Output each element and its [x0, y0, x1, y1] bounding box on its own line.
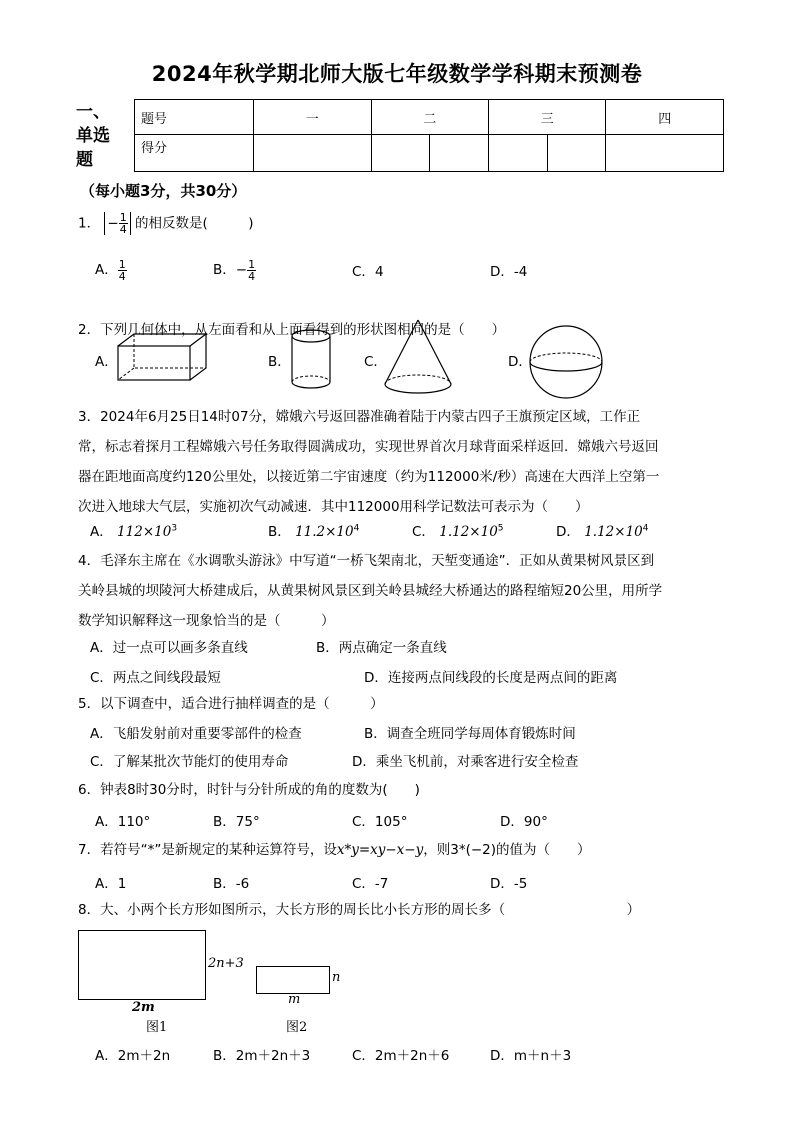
q7-option-c[interactable]: C．-7 — [352, 876, 389, 892]
cone-figure — [383, 318, 453, 398]
question-2: 2．下列几何体中，从左面看和从上面看得到的形状图相同的是（ ） — [78, 322, 506, 338]
q8-option-a[interactable]: A．2m＋2n — [95, 1048, 171, 1064]
q6-option-b[interactable]: B．75° — [213, 814, 260, 830]
large-rectangle — [78, 930, 206, 1000]
fraction-numerator: 1 — [119, 211, 127, 224]
q4-option-d[interactable]: D．连接两点间线段的长度是两点间的距离 — [364, 670, 618, 686]
score-cell — [488, 135, 547, 172]
score-row-label: 得分 — [135, 135, 254, 172]
question-1 — [78, 212, 254, 235]
score-cell — [254, 135, 372, 172]
q8-option-b[interactable]: B．2m＋2n＋3 — [213, 1048, 311, 1064]
question-number: 1． — [78, 215, 101, 232]
fig2-caption: 图2 — [286, 1020, 308, 1035]
q3-option-b[interactable]: B． $11.2\times 10^4$ — [268, 523, 360, 540]
q7-option-d[interactable]: D．-5 — [490, 876, 528, 892]
q3-option-c[interactable]: C． $1.12\times 10^5$ — [412, 523, 504, 540]
q3-option-a[interactable]: A． $112\times 10^3$ — [90, 523, 178, 540]
score-table-header-row — [135, 100, 724, 135]
operation-formula: x*y=xy−x−y — [336, 842, 424, 858]
cylinder-figure — [290, 328, 332, 390]
section-subtitle: （每小题3分，共30分） — [80, 182, 247, 200]
q3-option-d[interactable]: D． $1.12\times 10^4$ — [556, 523, 649, 540]
score-table — [134, 99, 724, 172]
cuboid-figure — [116, 332, 211, 382]
q5-option-d[interactable]: D．乘坐飞机前，对乘客进行安全检查 — [352, 754, 579, 770]
fig1-side-label: 2n+3 — [208, 956, 244, 971]
q7-option-a[interactable]: A．1 — [95, 876, 127, 892]
question-text: 的相反数是( ) — [135, 215, 254, 232]
fig1-caption: 图1 — [146, 1020, 168, 1035]
q4-option-b[interactable]: B．两点确定一条直线 — [316, 640, 447, 656]
q8-option-d[interactable]: D．m＋n＋3 — [490, 1048, 572, 1064]
score-cell — [547, 135, 606, 172]
q2-option-a-label[interactable]: A． — [95, 354, 118, 370]
score-cell — [371, 135, 430, 172]
question-6: 6．钟表8时30分时，时针与分针所成的角的度数为( ) — [78, 782, 420, 798]
score-header-col-3: 三 — [488, 100, 605, 135]
q2-option-d-label[interactable]: D． — [508, 354, 532, 370]
q1-option-c[interactable]: C．4 — [352, 264, 384, 280]
q7-option-b[interactable]: B．-6 — [213, 876, 250, 892]
q6-option-c[interactable]: C．105° — [352, 814, 408, 830]
q6-option-d[interactable]: D．90° — [500, 814, 548, 830]
fig1-bottom-label: 2m — [132, 1000, 155, 1015]
question-5: 5．以下调查中，适合进行抽样调查的是（ ） — [78, 696, 384, 712]
absolute-value-expression: − $\frac{1}{4}$ — [104, 212, 130, 235]
q1-option-a[interactable]: A． $\frac{1}{4}$ — [95, 257, 126, 283]
q4-option-a[interactable]: A．过一点可以画多条直线 — [90, 640, 248, 656]
fig2-side-label: n — [332, 970, 341, 985]
section-heading: 一、单选题 — [76, 102, 110, 170]
q1-option-d[interactable]: D．-4 — [490, 264, 528, 280]
q4-option-c[interactable]: C．两点之间线段最短 — [90, 670, 221, 686]
q8-option-c[interactable]: C．2m＋2n＋6 — [352, 1048, 450, 1064]
q6-option-a[interactable]: A．110° — [95, 814, 151, 830]
sphere-figure — [528, 325, 608, 401]
question-3: 3．2024年6月25日14时07分，嫦娥六号返回器准确着陆于内蒙古四子王旗预定区域，工作正 常，标志着探月工程嫦娥六号任务取得圆满成功，实现世界首次月球背面采样返回．嫦娥六号返回 器在距地面高度约120公里处，以接近第二宇宙速度（约为112000米/秒）高速在大西洋上空第一 次进入地球大气层，实施初次气动减速．其中112000用科学记数法可表示为（ ） — [78, 409, 660, 515]
score-header-col-2: 二 — [371, 100, 488, 135]
q5-option-b[interactable]: B．调查全班同学每周体育锻炼时间 — [364, 726, 576, 742]
page-title: 2024年秋学期北师大版七年级数学学科期末预测卷 — [151, 62, 643, 86]
q1-option-b[interactable]: B．− $\frac{1}{4}$ — [213, 257, 256, 283]
fraction-denominator: 4 — [119, 223, 127, 236]
small-rectangle — [256, 966, 330, 994]
q5-option-c[interactable]: C．了解某批次节能灯的使用寿命 — [90, 754, 289, 770]
question-8: 8．大、小两个长方形如图所示，大长方形的周长比小长方形的周长多（ ） — [78, 902, 641, 918]
fig2-bottom-label: m — [288, 992, 301, 1007]
question-4: 4．毛泽东主席在《水调歌头游泳》中写道“一桥飞架南北，天堑变通途”．正如从黄果树风景区到 关岭县城的坝陵河大桥建成后，从黄果树风景区到关岭县城经大桥通达的路程缩短20公里，用所学 数学知识解释这一现象恰当的是（ ） — [78, 553, 663, 629]
q5-option-a[interactable]: A．飞船发射前对重要零部件的检查 — [90, 726, 302, 742]
question-7: 7．若符号“*”是新规定的某种运算符号，设x*y=xy−x−y，则3*(−2)的值为（ ） — [78, 842, 591, 858]
score-table-score-row — [135, 135, 724, 172]
score-header-col-1: 一 — [254, 100, 372, 135]
score-header-label: 题号 — [135, 100, 254, 135]
score-header-col-4: 四 — [606, 100, 724, 135]
q2-option-b-label[interactable]: B． — [268, 354, 291, 370]
q2-option-c-label[interactable]: C． — [364, 354, 387, 370]
score-cell — [430, 135, 489, 172]
score-cell — [606, 135, 724, 172]
